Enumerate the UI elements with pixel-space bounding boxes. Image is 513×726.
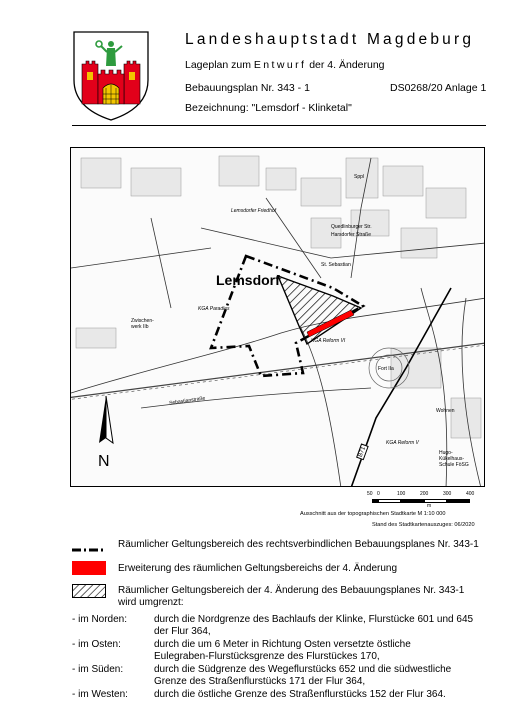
site-map: [70, 147, 485, 487]
scale-tick-1: 0: [377, 491, 380, 497]
legend-label-change-area: [118, 585, 464, 609]
city-title: Landeshauptstadt Magdeburg: [185, 31, 475, 48]
map-label-road: B71: [356, 444, 369, 461]
scale-note: Ausschnitt aus der topographischen Stadtkarte M 1:10 000: [300, 511, 446, 517]
boundary-west-line1: durch die östliche Grenze des Straßenflurstücks 152 der Flur 364.: [154, 689, 446, 700]
plan-title-suffix: der 4. Änderung: [306, 59, 385, 71]
legend-label-extension: Erweiterung des räumlichen Geltungsbereichs der 4. Änderung: [118, 563, 398, 574]
scale-unit: m: [427, 503, 432, 509]
map-label-kga-west: KGA Paradies: [198, 306, 230, 312]
map-label-harsdorfer: Harsdorfer Straße: [331, 232, 372, 238]
map-label-north: N: [98, 453, 110, 470]
boundary-south-line1: durch die Südgrenze des Wegeflurstücks 652 und die südwestliche: [154, 664, 452, 675]
boundary-north-line2: der Flur 364,: [154, 626, 211, 637]
boundary-west: [72, 689, 446, 701]
map-label-spiel: Sppl: [354, 174, 365, 180]
legend-symbol-change-area: [72, 584, 106, 598]
header-divider: [72, 125, 486, 126]
boundary-south: [72, 664, 451, 688]
map-label-zwischenwerk: Zwischen-werk IIb: [131, 318, 154, 330]
boundary-south-line2: Grenze des Straßenflurstücks 171 der Flur 364,: [154, 676, 366, 687]
boundary-south-direction: - im Süden:: [72, 664, 124, 675]
boundary-east-line1: durch die um 6 Meter in Richtung Osten versetzte östliche: [154, 639, 411, 650]
map-label-kga-east: KGA Reform VI: [311, 338, 346, 344]
boundary-west-direction: - im Westen:: [72, 689, 128, 700]
ds-number: DS0268/20 Anlage 1: [390, 82, 487, 94]
plan-number: Bebauungsplan Nr. 343 - 1: [185, 82, 310, 94]
map-label-schule: Hugo-Kükelhaus-Schule FöSG: [439, 450, 469, 468]
map-label-wohnen: Wohnen: [436, 408, 455, 414]
map-label-friedhof: Lemsdorfer Friedhof: [231, 208, 277, 214]
plan-title-spaced: Entwurf: [253, 59, 307, 71]
legend-symbol-extension: [72, 561, 106, 575]
map-label-district: Lemsdorf: [216, 272, 280, 288]
legend-label-boundary: Räumlicher Geltungsbereich des rechtsverbindlichen Bebauungsplanes Nr. 343-1: [118, 539, 479, 550]
boundary-east: [72, 639, 411, 663]
boundary-north: [72, 614, 473, 638]
legend-symbol-boundary: [72, 541, 106, 549]
magdeburg-coat-of-arms-icon: [72, 30, 150, 122]
boundary-north-line1: durch die Nordgrenze des Bachlaufs der Klinke, Flurstücke 601 und 645: [154, 614, 474, 625]
scale-tick-5: 400: [466, 491, 475, 497]
scale-bar: [367, 491, 487, 513]
map-label-fort: Fort IIa: [378, 366, 394, 372]
map-label-quedlinburger: Quedlinburger Str.: [331, 224, 372, 230]
plan-title: [185, 59, 385, 71]
scale-tick-2: 100: [397, 491, 406, 497]
boundary-east-line2: Eulegraben-Flurstücksgrenze des Flurstückes 170,: [154, 651, 380, 662]
scale-tick-4: 300: [443, 491, 452, 497]
plan-designation: Bezeichnung: "Lemsdorf - Klinketal": [185, 102, 352, 114]
stand-note: Stand des Stadtkartenauszuges: 06/2020: [372, 522, 475, 528]
scale-tick-3: 200: [420, 491, 429, 497]
boundary-east-direction: - im Osten:: [72, 639, 121, 650]
boundary-north-direction: - im Norden:: [72, 614, 128, 625]
plan-title-prefix: Lageplan zum: [185, 59, 254, 71]
map-label-street: Sebastianstraße: [168, 395, 206, 407]
legend-label-change-area-line2: wird umgrenzt:: [118, 597, 184, 608]
scale-tick-0: 50: [367, 491, 373, 497]
map-label-stsebastian: St. Sebastian: [321, 262, 351, 268]
legend-label-change-area-line1: Räumlicher Geltungsbereich der 4. Änderung des Bebauungsplanes Nr. 343-1: [118, 585, 465, 596]
map-label-kga-south: KGA Reform V: [386, 440, 419, 446]
